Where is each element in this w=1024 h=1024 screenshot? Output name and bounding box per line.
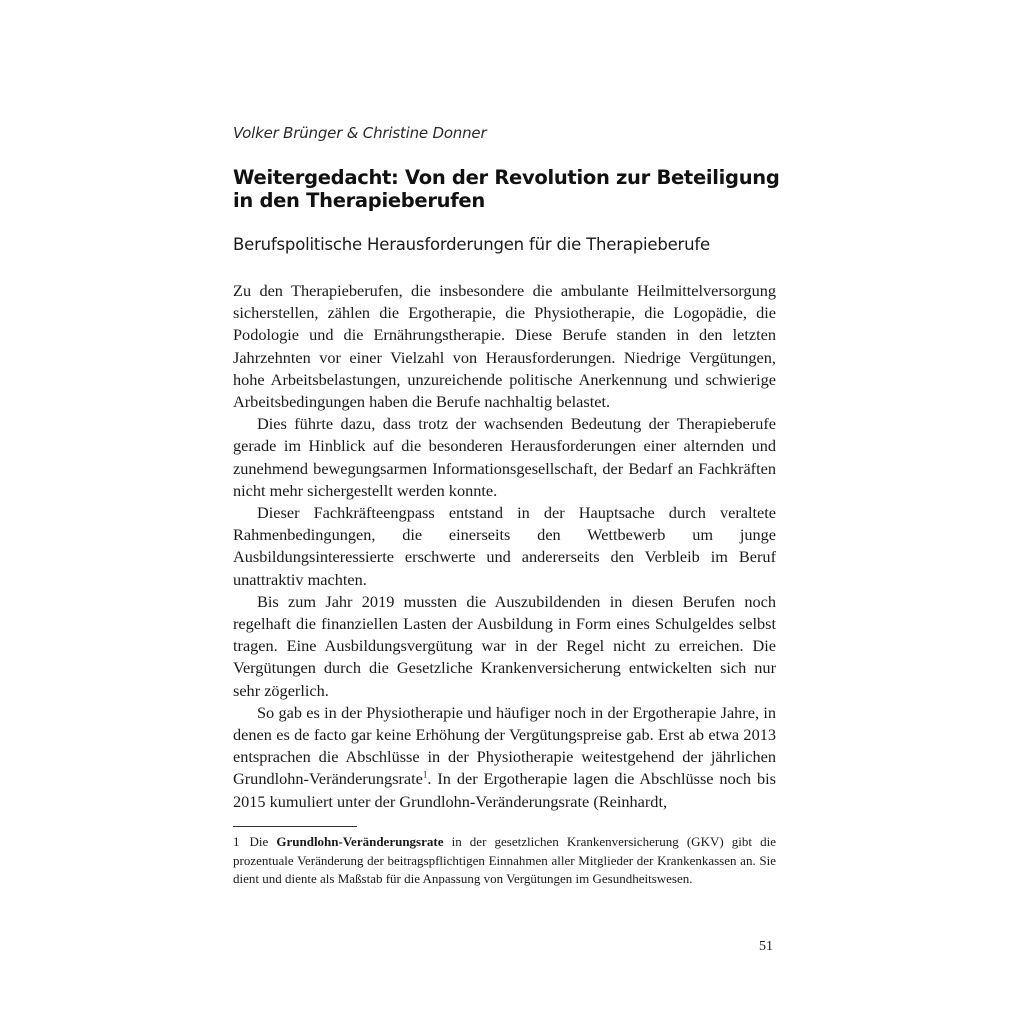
paragraph-2: Dies führte dazu, dass trotz der wachsenden Bedeutung der Therapieberufe gerade im Hinblick auf die besonderen Herausforderungen einer alternden und zunehmend bewegungsarmen Informationsgesellschaft, der Bedarf an Fachkräften nicht mehr sichergestellt werden konnte. [233,414,776,500]
footnote-number: 1 [233,834,240,849]
paragraph-4: Bis zum Jahr 2019 mussten die Auszubildenden in diesen Berufen noch regelhaft die finanziellen Lasten der Ausbildung in Form eines Schulgeldes selbst tragen. Eine Ausbildungsvergütung war in der Regel nicht zu erreichen. Die Vergütungen durch die Gesetzliche Krankenversicherung entwickelten sich nur sehr zögerlich. [233,591,776,700]
footnote-lead: Die [249,834,277,849]
paragraph-1: Zu den Therapieberufen, die insbesondere die ambulante Heilmittelversorgung sicherstellen, zählen die Ergotherapie, die Physiotherapie, die Logopädie, die Podologie und die Ernährungstherapie. Diese Berufe standen in den letzten Jahrzehnten vor einer Vielzahl von Herausforderungen. Niedrige Vergütungen, hohe Arbeitsbelastungen, unzureichende politische Anerkennung und schwierige Arbeitsbedingungen haben die Berufe nachhaltig belastet. [233,281,776,412]
footnote-text: in der gesetzlichen Krankenversicherung (GKV) gibt die prozentuale Veränderung der beitragspflichtigen Einnahmen aller Mitglieder der Krankenkassen an. Sie dient und diente als Maßstab für die Anpassung von Vergütungen im Gesundheitswesen. [233,834,776,886]
paragraph-3: Dieser Fachkräfteengpass entstand in der Hauptsache durch veraltete Rahmenbedingungen, die einerseits den Wettbewerb um junge Ausbildungsinteressierte erschwerte und andererseits den Verbleib im Beruf unattraktiv machten. [233,503,776,589]
footnote [233,833,776,889]
page-number: 51 [759,939,773,954]
running-header-author: Volker Brünger & Christine Donner [233,124,487,142]
chapter-title-line-1: Weitergedacht: Von der Revolution zur Beteiligung [233,166,780,189]
paragraph-5 [233,702,776,813]
paragraph-5-text-a: So gab es in der Physiotherapie und häufiger noch in der Ergotherapie Jahre, in denen es de facto gar keine Erhöhung der Vergütungspreise gab. Erst ab etwa 2013 entsprachen die Abschlüsse in der Physiotherapie weitestgehend der jährlichen Grundlohn-Veränderungsrate [233,702,776,789]
footnote-term: Grundlohn-Veränderungsrate [276,834,444,849]
paragraph-5-text-b: . In der Ergotherapie lagen die Abschlüsse noch bis 2015 kumuliert unter der Grundlohn-Veränderungsrate (Reinhardt, [233,769,776,811]
chapter-title [233,166,793,212]
footnote-reference[interactable]: 1 [422,770,428,781]
footnote-separator [233,826,357,827]
body-text [233,280,776,813]
chapter-title-line-2: in den Therapieberufen [233,189,485,212]
section-heading: Berufspolitische Herausforderungen für die Therapieberufe [233,235,710,254]
